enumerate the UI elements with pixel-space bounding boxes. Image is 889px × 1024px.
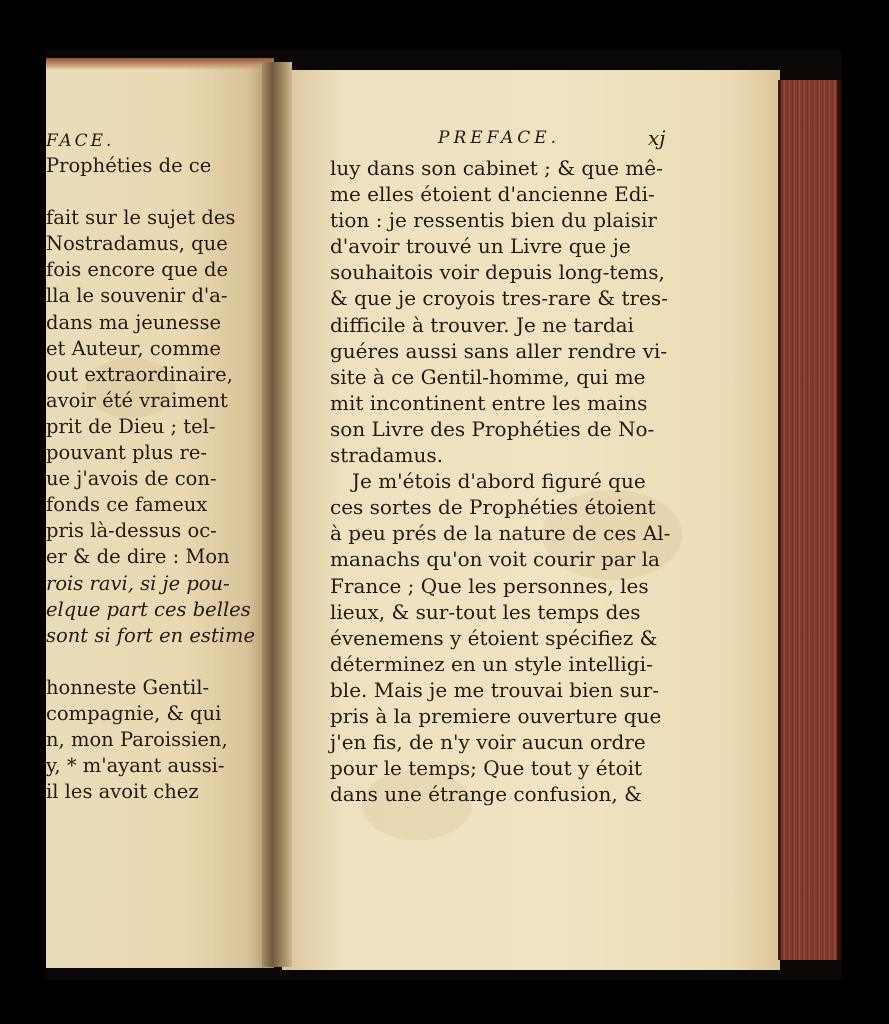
right-text-line: lieux, & sur-tout les temps des bbox=[330, 599, 641, 624]
right-text-line: me elles étoient d'ancienne Edi- bbox=[330, 182, 655, 207]
left-text-line: Prophéties de ce bbox=[46, 154, 212, 177]
left-text-line: Nostradamus, que bbox=[46, 232, 228, 256]
right-text-line: ces sortes de Prophéties étoient bbox=[330, 495, 656, 520]
right-text-line: France ; Que les personnes, les bbox=[330, 573, 649, 598]
left-text-line: lla le souvenir d'a- bbox=[46, 284, 228, 308]
right-text-line: pris à la premiere ouverture que bbox=[330, 703, 662, 728]
right-text-line: manachs qu'on voit courir par la bbox=[330, 547, 660, 572]
left-text-line: y, * m'ayant aussi- bbox=[46, 754, 225, 778]
right-text-line: stradamus. bbox=[330, 443, 443, 468]
left-text-line: er & de dire : Mon bbox=[46, 545, 230, 569]
right-text-line: évenemens y étoient spécifiez & bbox=[330, 625, 658, 650]
left-text-line: fonds ce fameux bbox=[46, 493, 208, 517]
left-text-line: fois encore que de bbox=[46, 258, 229, 282]
left-text-line: rois ravi, si je pou- bbox=[46, 571, 230, 595]
right-text-line: j'en fis, de n'y voir aucun ordre bbox=[330, 730, 646, 755]
right-text-line: ble. Mais je me trouvai bien sur- bbox=[330, 677, 659, 702]
right-text-line: dans une étrange confusion, & bbox=[330, 782, 642, 807]
right-page-body bbox=[330, 155, 670, 807]
left-running-head: FACE. bbox=[46, 131, 115, 151]
left-text-line bbox=[46, 649, 255, 675]
left-text-line bbox=[46, 179, 255, 205]
left-text-line: sont si fort en estime bbox=[46, 623, 256, 647]
right-text-line: déterminez en un style intelligi- bbox=[330, 651, 653, 676]
right-text-line: à peu prés de la nature de ces Al- bbox=[330, 521, 671, 546]
left-page-body bbox=[46, 153, 255, 805]
left-text-line: avoir été vraiment bbox=[46, 388, 228, 412]
left-text-line: et Auteur, comme bbox=[46, 336, 221, 360]
right-text-line: guéres aussi sans aller rendre vi- bbox=[330, 338, 668, 363]
left-text-line: out extraordinaire, bbox=[46, 362, 233, 386]
page-number: xj bbox=[648, 126, 666, 150]
right-text-line: souhaitois voir depuis long-tems, bbox=[330, 260, 665, 285]
right-text-line: d'avoir trouvé un Livre que je bbox=[330, 234, 631, 259]
left-text-line: honneste Gentil- bbox=[46, 675, 210, 699]
left-page-text-clip bbox=[46, 0, 268, 1024]
left-text-line: pouvant plus re- bbox=[46, 441, 207, 465]
left-text-line: pris là-dessus oc- bbox=[46, 519, 217, 543]
left-text-line: prit de Dieu ; tel- bbox=[46, 414, 216, 438]
left-text-line: ue j'avois de con- bbox=[46, 467, 217, 491]
left-text-line: il les avoit chez bbox=[46, 780, 199, 804]
right-text-line: luy dans son cabinet ; & que mê- bbox=[330, 156, 663, 180]
right-text-line: Je m'étois d'abord figuré que bbox=[352, 469, 646, 494]
left-text-line: compagnie, & qui bbox=[46, 701, 222, 725]
right-running-head: PREFACE. bbox=[438, 128, 561, 148]
right-text-line: mit incontinent entre les mains bbox=[330, 390, 648, 415]
right-text-line: difficile à trouver. Je ne tardai bbox=[330, 312, 634, 337]
book-fore-edge bbox=[778, 80, 841, 960]
left-text-line: dans ma jeunesse bbox=[46, 310, 221, 334]
left-text-line: n, mon Paroissien, bbox=[46, 728, 228, 752]
left-text-line: fait sur le sujet des bbox=[46, 206, 236, 230]
right-text-line: pour le temps; Que tout y étoit bbox=[330, 756, 643, 781]
right-text-line: son Livre des Prophéties de No- bbox=[330, 416, 655, 441]
right-text-line: & que je croyois tres-rare & tres- bbox=[330, 286, 668, 311]
right-text-line: site à ce Gentil-homme, qui me bbox=[330, 364, 646, 389]
right-text-line: tion : je ressentis bien du plaisir bbox=[330, 208, 657, 233]
left-text-line: elque part ces belles bbox=[46, 597, 251, 621]
